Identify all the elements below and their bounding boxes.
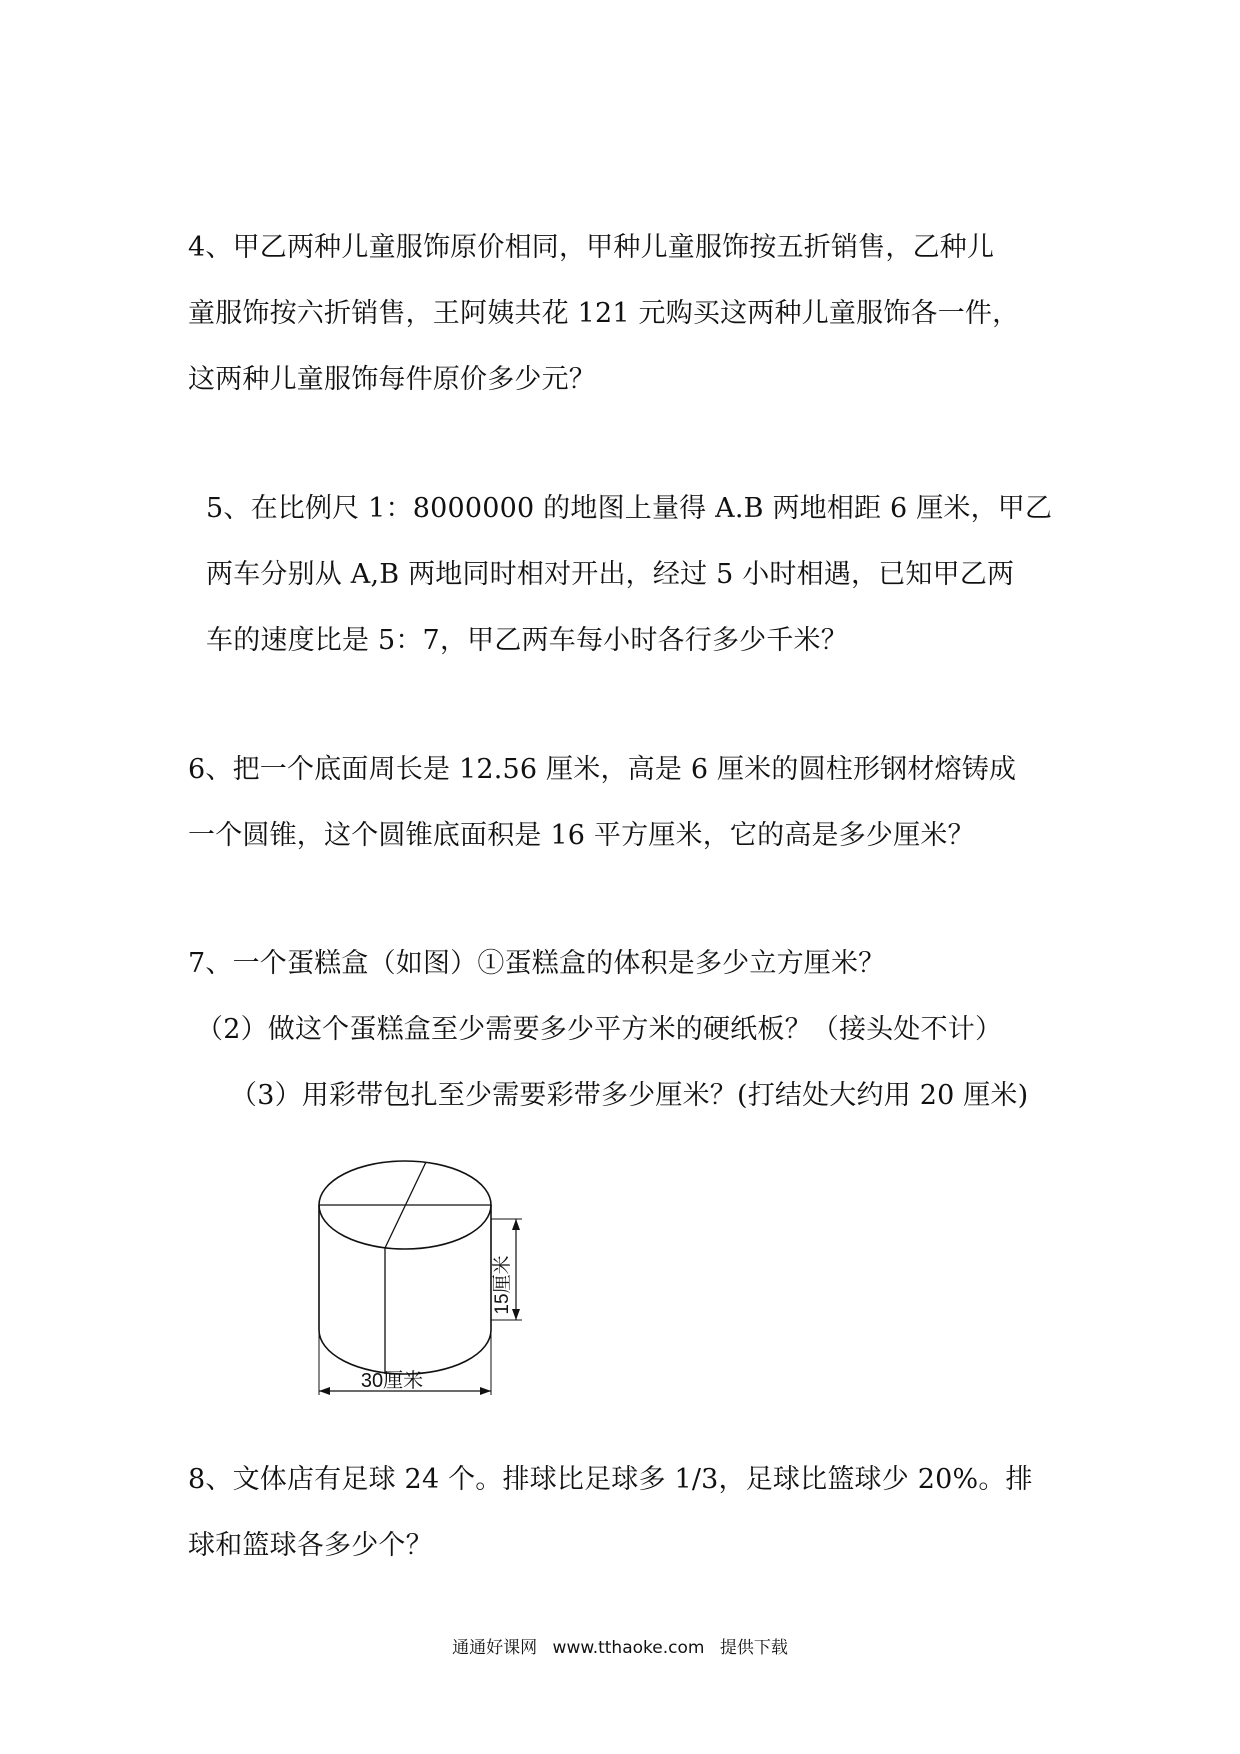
problem-8-line-2: 球和篮球各多少个？ (188, 1530, 433, 1561)
problem-7-line-2: （2）做这个蛋糕盒至少需要多少平方米的硬纸板？（接头处不计） (196, 1014, 1003, 1045)
problem-4-line-1: 4、甲乙两种儿童服饰原价相同，甲种儿童服饰按五折销售，乙种儿 (188, 232, 995, 263)
problem-5-line-2: 两车分别从 A,B 两地同时相对开出，经过 5 小时相遇，已知甲乙两 (206, 559, 1015, 590)
footer-site-name: 通通好课网 (452, 1638, 538, 1658)
problem-8-line-1: 8、文体店有足球 24 个。排球比足球多 1/3，足球比篮球少 20%。排 (188, 1464, 1033, 1495)
cake-box-figure (300, 1150, 540, 1400)
diameter-dimension-label: 30厘米 (360, 1370, 424, 1392)
problem-4-line-3: 这两种儿童服饰每件原价多少元？ (188, 364, 596, 395)
problem-7-line-3: （3）用彩带包扎至少需要彩带多少厘米？(打结处大约用 20 厘米) (230, 1080, 1029, 1111)
footer-url[interactable]: www.tthaoke.com (552, 1638, 705, 1658)
problem-4-line-2: 童服饰按六折销售，王阿姨共花 121 元购买这两种儿童服饰各一件， (188, 298, 1020, 329)
problem-6-line-2: 一个圆锥，这个圆锥底面积是 16 平方厘米，它的高是多少厘米？ (188, 820, 975, 851)
problem-7-line-1: 7、一个蛋糕盒（如图）①蛋糕盒的体积是多少立方厘米？ (188, 948, 886, 979)
problem-5-line-3: 车的速度比是 5：7，甲乙两车每小时各行多少千米？ (206, 625, 848, 656)
problem-6-line-1: 6、把一个底面周长是 12.56 厘米，高是 6 厘米的圆柱形钢材熔铸成 (188, 754, 1017, 785)
height-dimension-label: 15厘米 (492, 1255, 513, 1315)
footer-suffix: 提供下载 (719, 1638, 788, 1658)
problem-5-line-1: 5、在比例尺 1：8000000 的地图上量得 A.B 两地相距 6 厘米，甲乙 (206, 493, 1053, 524)
page-footer (0, 1633, 1240, 1658)
